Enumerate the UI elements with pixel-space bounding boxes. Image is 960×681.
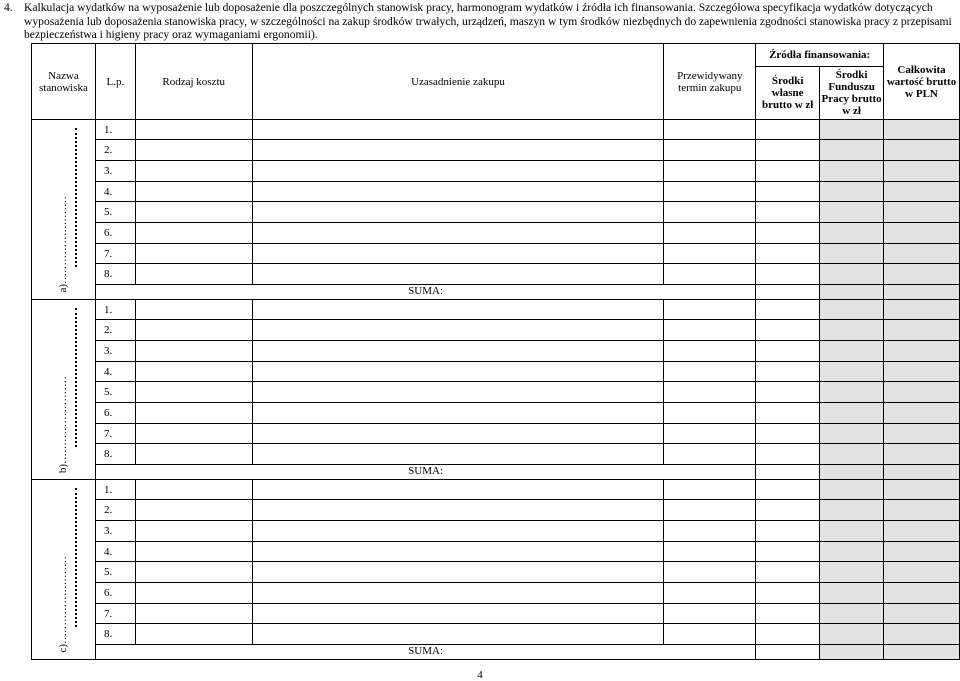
header-nazwa-stanowiska: Nazwa stanowiska: [32, 44, 96, 120]
termin-cell[interactable]: [664, 244, 756, 264]
stanowisko-label: a)……………………: [57, 196, 70, 293]
suma-label: SUMA:: [95, 465, 755, 480]
lp-cell: 1.: [95, 120, 135, 140]
termin-cell[interactable]: [664, 161, 756, 182]
lp-cell: 8.: [95, 264, 135, 285]
srodki-wlasne-cell[interactable]: [756, 424, 820, 444]
rodzaj-kosztu-cell[interactable]: [135, 140, 252, 161]
srodki-funduszu-cell[interactable]: [820, 562, 884, 583]
srodki-wlasne-cell[interactable]: [756, 120, 820, 140]
stanowisko-label: c)……………………: [57, 556, 70, 653]
srodki-wlasne-cell[interactable]: [756, 444, 820, 465]
table-row: [32, 542, 960, 562]
uzasadnienie-cell[interactable]: [252, 161, 664, 182]
srodki-wlasne-cell[interactable]: [756, 161, 820, 182]
uzasadnienie-cell[interactable]: [252, 424, 664, 444]
srodki-wlasne-cell[interactable]: [756, 562, 820, 583]
rodzaj-kosztu-cell[interactable]: [135, 362, 252, 382]
table-row: [32, 244, 960, 264]
uzasadnienie-cell[interactable]: [252, 403, 664, 424]
lp-cell: 8.: [95, 444, 135, 465]
srodki-wlasne-cell[interactable]: [756, 521, 820, 542]
srodki-wlasne-cell[interactable]: [756, 362, 820, 382]
calkowita-cell[interactable]: [884, 521, 960, 542]
uzasadnienie-cell[interactable]: [252, 202, 664, 223]
lp-cell: 5.: [95, 562, 135, 583]
stanowisko-cell[interactable]: [32, 480, 96, 660]
suma-wlasne-cell[interactable]: [756, 645, 820, 660]
dotted-fill-line: [75, 128, 77, 267]
srodki-wlasne-cell[interactable]: [756, 182, 820, 202]
srodki-funduszu-cell[interactable]: [820, 244, 884, 264]
termin-cell[interactable]: [664, 480, 756, 500]
termin-cell[interactable]: [664, 120, 756, 140]
rodzaj-kosztu-cell[interactable]: [135, 480, 252, 500]
table-row: [32, 223, 960, 244]
lp-cell: 1.: [95, 300, 135, 320]
table-row: [32, 424, 960, 444]
srodki-wlasne-cell[interactable]: [756, 140, 820, 161]
lp-cell: 6.: [95, 403, 135, 424]
uzasadnienie-cell[interactable]: [252, 624, 664, 645]
termin-cell[interactable]: [664, 320, 756, 341]
expense-table: [31, 43, 960, 660]
section-heading: [4, 1, 956, 42]
uzasadnienie-cell[interactable]: [252, 341, 664, 362]
suma-funduszu-cell[interactable]: [820, 285, 884, 300]
calkowita-cell[interactable]: [884, 500, 960, 521]
rodzaj-kosztu-cell[interactable]: [135, 624, 252, 645]
suma-wlasne-cell[interactable]: [756, 285, 820, 300]
srodki-funduszu-cell[interactable]: [820, 542, 884, 562]
suma-calkowita-cell[interactable]: [884, 465, 960, 480]
stanowisko-cell[interactable]: [32, 300, 96, 480]
uzasadnienie-cell[interactable]: [252, 320, 664, 341]
table-row: [32, 120, 960, 140]
termin-cell[interactable]: [664, 542, 756, 562]
srodki-funduszu-cell[interactable]: [820, 444, 884, 465]
table-row: [32, 480, 960, 500]
srodki-wlasne-cell[interactable]: [756, 382, 820, 403]
srodki-funduszu-cell[interactable]: [820, 382, 884, 403]
lp-cell: 3.: [95, 161, 135, 182]
dotted-fill-line: [75, 308, 77, 447]
srodki-funduszu-cell[interactable]: [820, 120, 884, 140]
calkowita-cell[interactable]: [884, 120, 960, 140]
uzasadnienie-cell[interactable]: [252, 542, 664, 562]
lp-cell: 8.: [95, 624, 135, 645]
termin-cell[interactable]: [664, 624, 756, 645]
suma-label: SUMA:: [95, 285, 755, 300]
termin-cell[interactable]: [664, 521, 756, 542]
termin-cell[interactable]: [664, 223, 756, 244]
calkowita-cell[interactable]: [884, 444, 960, 465]
rodzaj-kosztu-cell[interactable]: [135, 120, 252, 140]
lp-cell: 2.: [95, 500, 135, 521]
uzasadnienie-cell[interactable]: [252, 521, 664, 542]
lp-cell: 1.: [95, 480, 135, 500]
termin-cell[interactable]: [664, 202, 756, 223]
srodki-wlasne-cell[interactable]: [756, 300, 820, 320]
table-row: [32, 562, 960, 583]
srodki-funduszu-cell[interactable]: [820, 362, 884, 382]
srodki-wlasne-cell[interactable]: [756, 320, 820, 341]
lp-cell: 3.: [95, 341, 135, 362]
termin-cell[interactable]: [664, 341, 756, 362]
calkowita-cell[interactable]: [884, 223, 960, 244]
rodzaj-kosztu-cell[interactable]: [135, 583, 252, 604]
rodzaj-kosztu-cell[interactable]: [135, 403, 252, 424]
table-row: [32, 202, 960, 223]
termin-cell[interactable]: [664, 264, 756, 285]
rodzaj-kosztu-cell[interactable]: [135, 161, 252, 182]
uzasadnienie-cell[interactable]: [252, 182, 664, 202]
table-row: [32, 320, 960, 341]
srodki-funduszu-cell[interactable]: [820, 341, 884, 362]
uzasadnienie-cell[interactable]: [252, 500, 664, 521]
srodki-funduszu-cell[interactable]: [820, 500, 884, 521]
calkowita-cell[interactable]: [884, 382, 960, 403]
termin-cell[interactable]: [664, 362, 756, 382]
lp-cell: 7.: [95, 244, 135, 264]
suma-calkowita-cell[interactable]: [884, 645, 960, 660]
suma-label: SUMA:: [95, 645, 755, 660]
header-lp: L.p.: [95, 44, 135, 120]
table-row: [32, 382, 960, 403]
table-row: [32, 604, 960, 624]
page-number: 4: [477, 669, 483, 681]
lp-cell: 3.: [95, 521, 135, 542]
table-row: [32, 182, 960, 202]
srodki-funduszu-cell[interactable]: [820, 264, 884, 285]
uzasadnienie-cell[interactable]: [252, 444, 664, 465]
table-row: [32, 341, 960, 362]
lp-cell: 4.: [95, 542, 135, 562]
header-rodzaj-kosztu: Rodzaj kosztu: [135, 44, 252, 120]
uzasadnienie-cell[interactable]: [252, 583, 664, 604]
rodzaj-kosztu-cell[interactable]: [135, 320, 252, 341]
srodki-wlasne-cell[interactable]: [756, 223, 820, 244]
table-row: [32, 403, 960, 424]
calkowita-cell[interactable]: [884, 604, 960, 624]
table-row: [32, 444, 960, 465]
table-row: [32, 140, 960, 161]
termin-cell[interactable]: [664, 500, 756, 521]
suma-funduszu-cell[interactable]: [820, 465, 884, 480]
rodzaj-kosztu-cell[interactable]: [135, 264, 252, 285]
uzasadnienie-cell[interactable]: [252, 480, 664, 500]
header-uzasadnienie: Uzasadnienie zakupu: [252, 44, 664, 120]
rodzaj-kosztu-cell[interactable]: [135, 521, 252, 542]
calkowita-cell[interactable]: [884, 300, 960, 320]
srodki-wlasne-cell[interactable]: [756, 403, 820, 424]
rodzaj-kosztu-cell[interactable]: [135, 444, 252, 465]
stanowisko-label: b)……………………: [57, 375, 70, 473]
table-row: [32, 362, 960, 382]
termin-cell[interactable]: [664, 403, 756, 424]
srodki-funduszu-cell[interactable]: [820, 424, 884, 444]
srodki-wlasne-cell[interactable]: [756, 583, 820, 604]
calkowita-cell[interactable]: [884, 244, 960, 264]
srodki-funduszu-cell[interactable]: [820, 583, 884, 604]
srodki-wlasne-cell[interactable]: [756, 500, 820, 521]
table-row: [32, 264, 960, 285]
lp-cell: 2.: [95, 140, 135, 161]
suma-row: [32, 465, 960, 480]
lp-cell: 5.: [95, 382, 135, 403]
calkowita-cell[interactable]: [884, 562, 960, 583]
uzasadnienie-cell[interactable]: [252, 120, 664, 140]
rodzaj-kosztu-cell[interactable]: [135, 182, 252, 202]
srodki-funduszu-cell[interactable]: [820, 624, 884, 645]
srodki-funduszu-cell[interactable]: [820, 403, 884, 424]
calkowita-cell[interactable]: [884, 320, 960, 341]
srodki-wlasne-cell[interactable]: [756, 244, 820, 264]
lp-cell: 5.: [95, 202, 135, 223]
calkowita-cell[interactable]: [884, 362, 960, 382]
calkowita-cell[interactable]: [884, 341, 960, 362]
rodzaj-kosztu-cell[interactable]: [135, 202, 252, 223]
table-row: [32, 500, 960, 521]
header-zrodla-finansowania: Źródła finansowania:: [756, 44, 884, 67]
rodzaj-kosztu-cell[interactable]: [135, 604, 252, 624]
header-termin-zakupu: Przewidywany termin zakupu: [664, 44, 756, 120]
calkowita-cell[interactable]: [884, 140, 960, 161]
srodki-wlasne-cell[interactable]: [756, 341, 820, 362]
srodki-wlasne-cell[interactable]: [756, 604, 820, 624]
calkowita-cell[interactable]: [884, 424, 960, 444]
srodki-wlasne-cell[interactable]: [756, 202, 820, 223]
uzasadnienie-cell[interactable]: [252, 362, 664, 382]
srodki-funduszu-cell[interactable]: [820, 182, 884, 202]
header-srodki-wlasne: Środki własne brutto w zł: [756, 67, 820, 120]
lp-cell: 2.: [95, 320, 135, 341]
uzasadnienie-cell[interactable]: [252, 300, 664, 320]
uzasadnienie-cell[interactable]: [252, 140, 664, 161]
srodki-wlasne-cell[interactable]: [756, 624, 820, 645]
rodzaj-kosztu-cell[interactable]: [135, 244, 252, 264]
suma-wlasne-cell[interactable]: [756, 465, 820, 480]
lp-cell: 7.: [95, 604, 135, 624]
srodki-funduszu-cell[interactable]: [820, 320, 884, 341]
uzasadnienie-cell[interactable]: [252, 244, 664, 264]
termin-cell[interactable]: [664, 424, 756, 444]
termin-cell[interactable]: [664, 182, 756, 202]
rodzaj-kosztu-cell[interactable]: [135, 542, 252, 562]
srodki-wlasne-cell[interactable]: [756, 542, 820, 562]
rodzaj-kosztu-cell[interactable]: [135, 223, 252, 244]
calkowita-cell[interactable]: [884, 624, 960, 645]
header-calkowita-wartosc: Całkowita wartość brutto w PLN: [884, 44, 960, 120]
termin-cell[interactable]: [664, 604, 756, 624]
lp-cell: 7.: [95, 424, 135, 444]
srodki-funduszu-cell[interactable]: [820, 480, 884, 500]
uzasadnienie-cell[interactable]: [252, 562, 664, 583]
calkowita-cell[interactable]: [884, 161, 960, 182]
rodzaj-kosztu-cell[interactable]: [135, 382, 252, 403]
table-row: [32, 161, 960, 182]
calkowita-cell[interactable]: [884, 403, 960, 424]
section-text: Kalkulacja wydatków na wyposażenie lub doposażenie dla poszczególnych stanowisk pracy, harmonogram wydatków i źródła ich finansowania. Szczegółowa specyfikacja wydatków dotyczących wyposażenia lub doposażenia stanowiska pracy, w szczególności na zakup środków trwałych, urządzeń, maszyn w tym środków niezbędnych do zapewnienia zgodności stanowiska pracy z przepisami bezpieczeństwa i higieny pracy oraz wymaganiami ergonomii).: [24, 1, 952, 41]
lp-cell: 4.: [95, 362, 135, 382]
calkowita-cell[interactable]: [884, 202, 960, 223]
uzasadnienie-cell[interactable]: [252, 223, 664, 244]
srodki-funduszu-cell[interactable]: [820, 604, 884, 624]
srodki-funduszu-cell[interactable]: [820, 202, 884, 223]
rodzaj-kosztu-cell[interactable]: [135, 341, 252, 362]
termin-cell[interactable]: [664, 562, 756, 583]
table-row: [32, 521, 960, 542]
uzasadnienie-cell[interactable]: [252, 604, 664, 624]
rodzaj-kosztu-cell[interactable]: [135, 424, 252, 444]
lp-cell: 4.: [95, 182, 135, 202]
calkowita-cell[interactable]: [884, 182, 960, 202]
suma-row: [32, 285, 960, 300]
calkowita-cell[interactable]: [884, 480, 960, 500]
stanowisko-cell[interactable]: [32, 120, 96, 300]
suma-row: [32, 645, 960, 660]
srodki-funduszu-cell[interactable]: [820, 223, 884, 244]
calkowita-cell[interactable]: [884, 542, 960, 562]
calkowita-cell[interactable]: [884, 583, 960, 604]
termin-cell[interactable]: [664, 444, 756, 465]
termin-cell[interactable]: [664, 583, 756, 604]
srodki-funduszu-cell[interactable]: [820, 161, 884, 182]
srodki-funduszu-cell[interactable]: [820, 140, 884, 161]
srodki-wlasne-cell[interactable]: [756, 264, 820, 285]
section-number: 4.: [4, 1, 13, 14]
table-row: [32, 624, 960, 645]
suma-funduszu-cell[interactable]: [820, 645, 884, 660]
termin-cell[interactable]: [664, 300, 756, 320]
calkowita-cell[interactable]: [884, 264, 960, 285]
table-row: [32, 583, 960, 604]
srodki-wlasne-cell[interactable]: [756, 480, 820, 500]
uzasadnienie-cell[interactable]: [252, 264, 664, 285]
lp-cell: 6.: [95, 223, 135, 244]
rodzaj-kosztu-cell[interactable]: [135, 300, 252, 320]
rodzaj-kosztu-cell[interactable]: [135, 562, 252, 583]
header-srodki-funduszu: Środki Funduszu Pracy brutto w zł: [820, 67, 884, 120]
termin-cell[interactable]: [664, 140, 756, 161]
srodki-funduszu-cell[interactable]: [820, 521, 884, 542]
lp-cell: 6.: [95, 583, 135, 604]
termin-cell[interactable]: [664, 382, 756, 403]
suma-calkowita-cell[interactable]: [884, 285, 960, 300]
dotted-fill-line: [75, 488, 77, 627]
srodki-funduszu-cell[interactable]: [820, 300, 884, 320]
rodzaj-kosztu-cell[interactable]: [135, 500, 252, 521]
table-row: [32, 300, 960, 320]
uzasadnienie-cell[interactable]: [252, 382, 664, 403]
